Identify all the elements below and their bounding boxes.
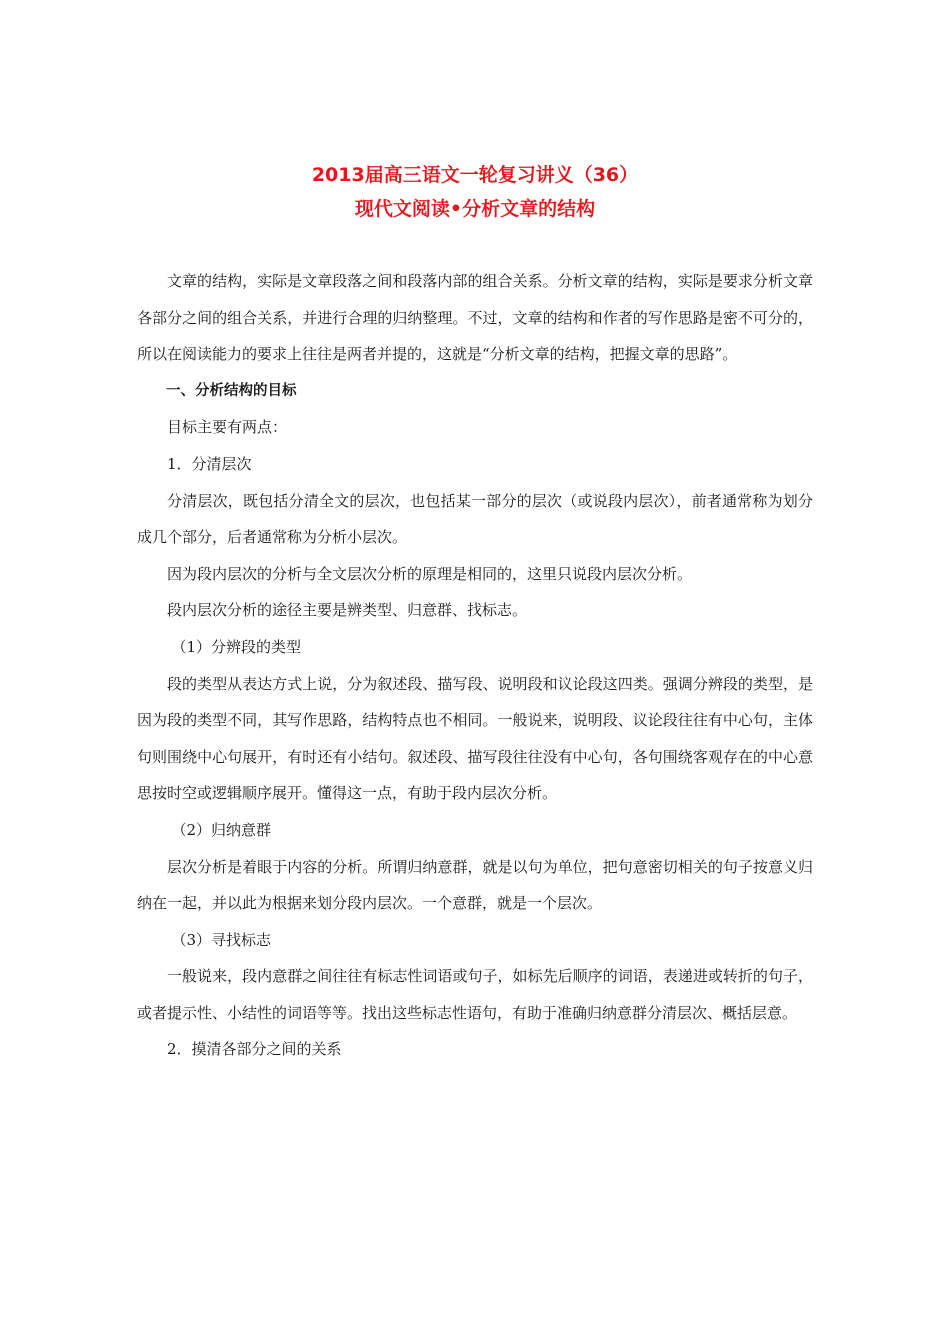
goals-intro: 目标主要有两点：: [167, 418, 288, 437]
sub-heading-2: （2）归纳意群: [171, 820, 272, 839]
document-title: [0, 158, 950, 226]
item-1-paragraph-3: 段内层次分析的途径主要是辨类型、归意群、找标志。: [167, 601, 528, 620]
item-1-paragraph-1: 分清层次，既包括分清全文的层次，也包括某一部分的层次（或说段内层次），前者通常称为划分成几个部分，后者通常称为分析小层次。: [137, 491, 813, 547]
title-line-2: 现代文阅读•分析文章的结构: [354, 198, 596, 220]
item-1-paragraph-2: 因为段内层次的分析与全文层次分析的原理是相同的，这里只说段内层次分析。: [167, 564, 693, 583]
sub-heading-1: （1）分辨段的类型: [171, 637, 302, 656]
sub-2-paragraph: 层次分析是着眼于内容的分析。所谓归纳意群，就是以句为单位，把句意密切相关的句子按意义归纳在一起，并以此为根据来划分段内层次。一个意群，就是一个层次。: [137, 857, 813, 913]
item-2-heading: 2．摸清各部分之间的关系: [167, 1040, 342, 1059]
item-1-heading: 1．分清层次: [167, 454, 252, 473]
sub-3-paragraph: 一般说来，段内意群之间往往有标志性词语或句子，如标先后顺序的词语，表递进或转折的句子，或者提示性、小结性的词语等等。找出这些标志性语句，有助于准确归纳意群分清层次、概括层意。: [137, 967, 813, 1022]
document-body: [137, 263, 813, 1068]
title-line-1: 2013届高三语文一轮复习讲义（36）: [311, 164, 639, 186]
intro-paragraph: 文章的结构，实际是文章段落之间和段落内部的组合关系。分析文章的结构，实际是要求分析文章各部分之间的组合关系，并进行合理的归纳整理。不过，文章的结构和作者的写作思路是密不可分的，所以在阅读能力的要求上往往是两者并提的，这就是“分析文章的结构，把握文章的思路”。: [137, 272, 813, 364]
sub-heading-3: （3）寻找标志: [171, 930, 272, 949]
section-heading-1: 一、分析结构的目标: [166, 382, 297, 399]
sub-1-paragraph: 段的类型从表达方式上说，分为叙述段、描写段、说明段和议论段这四类。强调分辨段的类型，是因为段的类型不同，其写作思路，结构特点也不相同。一般说来，说明段、议论段往往有中心句，主体句则围绕中心句展开，有时还有小结句。叙述段、描写段往往没有中心句，各句围绕客观存在的中心意思按时空或逻辑顺序展开。懂得这一点，有助于段内层次分析。: [137, 674, 813, 803]
